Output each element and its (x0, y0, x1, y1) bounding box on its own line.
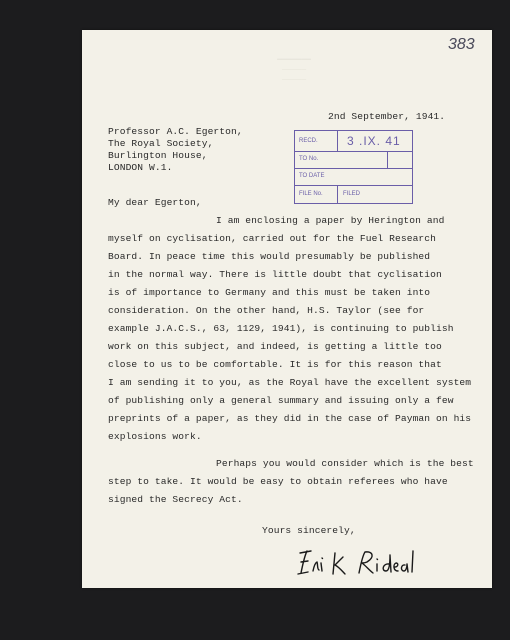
stamp-to-date-label: TO DATE (299, 173, 325, 179)
signature-image (295, 543, 425, 583)
received-stamp (294, 130, 413, 204)
body-line: is of importance to Germany and this must be taken into (108, 287, 431, 298)
address-line: The Royal Society, (108, 138, 214, 149)
body-line: in the normal way. There is little doubt that cyclisation (108, 269, 442, 280)
stamp-to-label: TO No. (299, 156, 319, 162)
body-line: preprints of a paper, as they did in the case of Payman on his (108, 413, 472, 424)
stamp-recd-date: 3 .IX. 41 (347, 134, 401, 148)
address-line: Professor A.C. Egerton, (108, 126, 243, 137)
embossed-letterhead: ━━━━━━━ ───── ───── (277, 56, 311, 85)
body-line: myself on cyclisation, carried out for the Fuel Research (108, 233, 437, 244)
body-line: work on this subject, and indeed, is getting a little too (108, 341, 442, 352)
body-line: of publishing only a general summary and issuing only a few (108, 395, 454, 406)
stamp-filed-label: FILED (343, 191, 361, 197)
body-line: explosions work. (108, 431, 202, 442)
letter-page (82, 30, 492, 588)
body-line: consideration. On the other hand, H.S. Taylor (see for (108, 305, 425, 316)
address-line: Burlington House, (108, 150, 208, 161)
archive-number: 383 (448, 36, 475, 53)
stamp-recd-label: RECD. (299, 138, 318, 144)
body-line: step to take. It would be easy to obtain referees who have (108, 476, 448, 487)
body-line: signed the Secrecy Act. (108, 494, 243, 505)
body-line: I am enclosing a paper by Herington and (216, 215, 445, 226)
body-line: Board. In peace time this would presumably be published (108, 251, 431, 262)
body-line: Perhaps you would consider which is the best (216, 458, 474, 469)
recipient-address (108, 126, 243, 174)
letter-date: 2nd September, 1941. (328, 111, 446, 122)
stamp-file-label: FILE No. (299, 191, 323, 197)
closing: Yours sincerely, (262, 525, 356, 536)
body-line: example J.A.C.S., 63, 1129, 1941), is continuing to publish (108, 323, 454, 334)
body-line: I am sending it to you, as the Royal have the excellent system (108, 377, 472, 388)
address-line: LONDON W.1. (108, 162, 173, 173)
body-line: close to us to be comfortable. It is for this reason that (108, 359, 442, 370)
salutation: My dear Egerton, (108, 197, 202, 208)
